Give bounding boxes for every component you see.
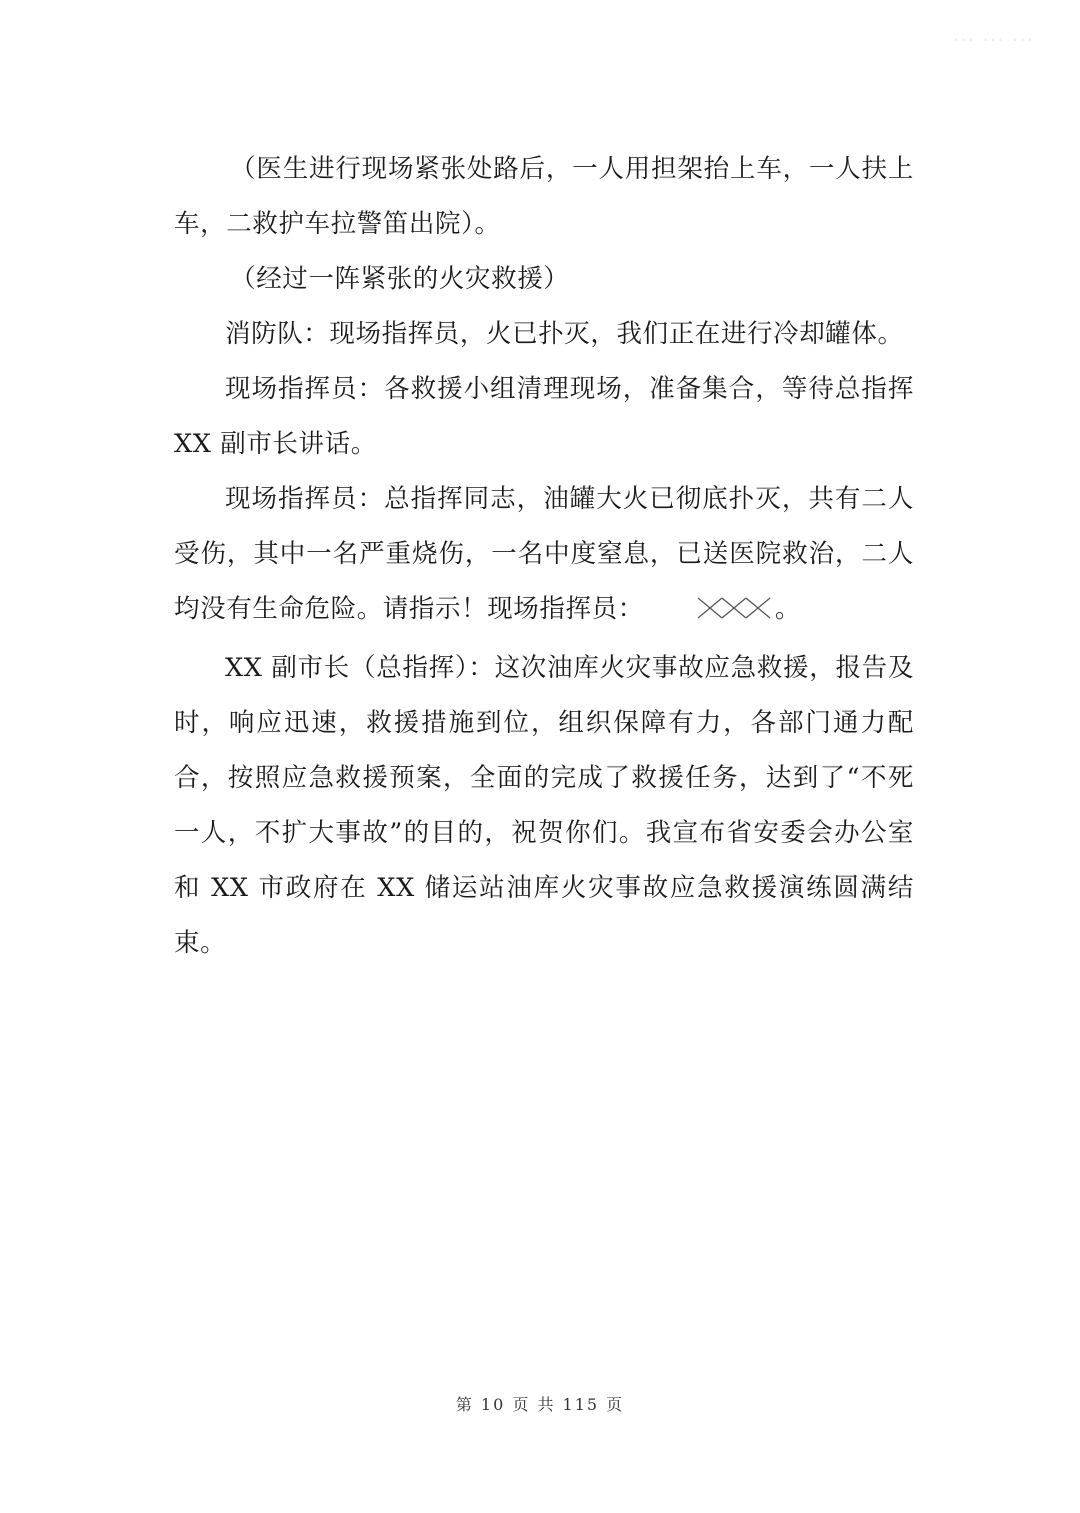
page-number-footer: 第 10 页 共 115 页	[455, 1395, 625, 1414]
document-body	[174, 142, 914, 971]
report-end-punct: 。	[774, 594, 801, 624]
signature-placeholder-mark	[645, 586, 774, 641]
paragraph-commander-report	[174, 472, 914, 641]
paragraph-fire-brigade: 消防队：现场指挥员，火已扑灭，我们正在进行冷却罐体。	[225, 319, 904, 349]
paragraph-commander-assemble: 现场指挥员：各救援小组清理现场，准备集合，等待总指挥 XX 副市长讲话。	[174, 374, 914, 459]
paragraph-doctor-action: （医生进行现场紧张处路后，一人用担架抬上车，一人扶上车，二救护车拉警笛出院）。	[174, 154, 914, 239]
watermark: ··· ··· ···	[953, 28, 1034, 52]
paragraph-rescue-note: （经过一阵紧张的火灾救援）	[230, 264, 570, 294]
report-text: 现场指挥员：总指挥同志，油罐大火已彻底扑灭，共有二人受伤，其中一名严重烧伤，一名中度窒息，已送医院救治，二人均没有生命危险。请指示！现场指挥员：	[174, 484, 914, 624]
paragraph-vice-mayor-speech: XX 副市长（总指挥）：这次油库火灾事故应急救援，报告及时，响应迅速，救援措施到位，组织保障有力，各部门通力配合，按照应急救援预案，全面的完成了救援任务，达到了“不死一人，不扩大事故”的目的，祝贺你们。我宣布省安委会办公室和 XX 市政府在 XX 储运站油库火灾事故应急救援演练圆满结束。	[174, 653, 914, 958]
